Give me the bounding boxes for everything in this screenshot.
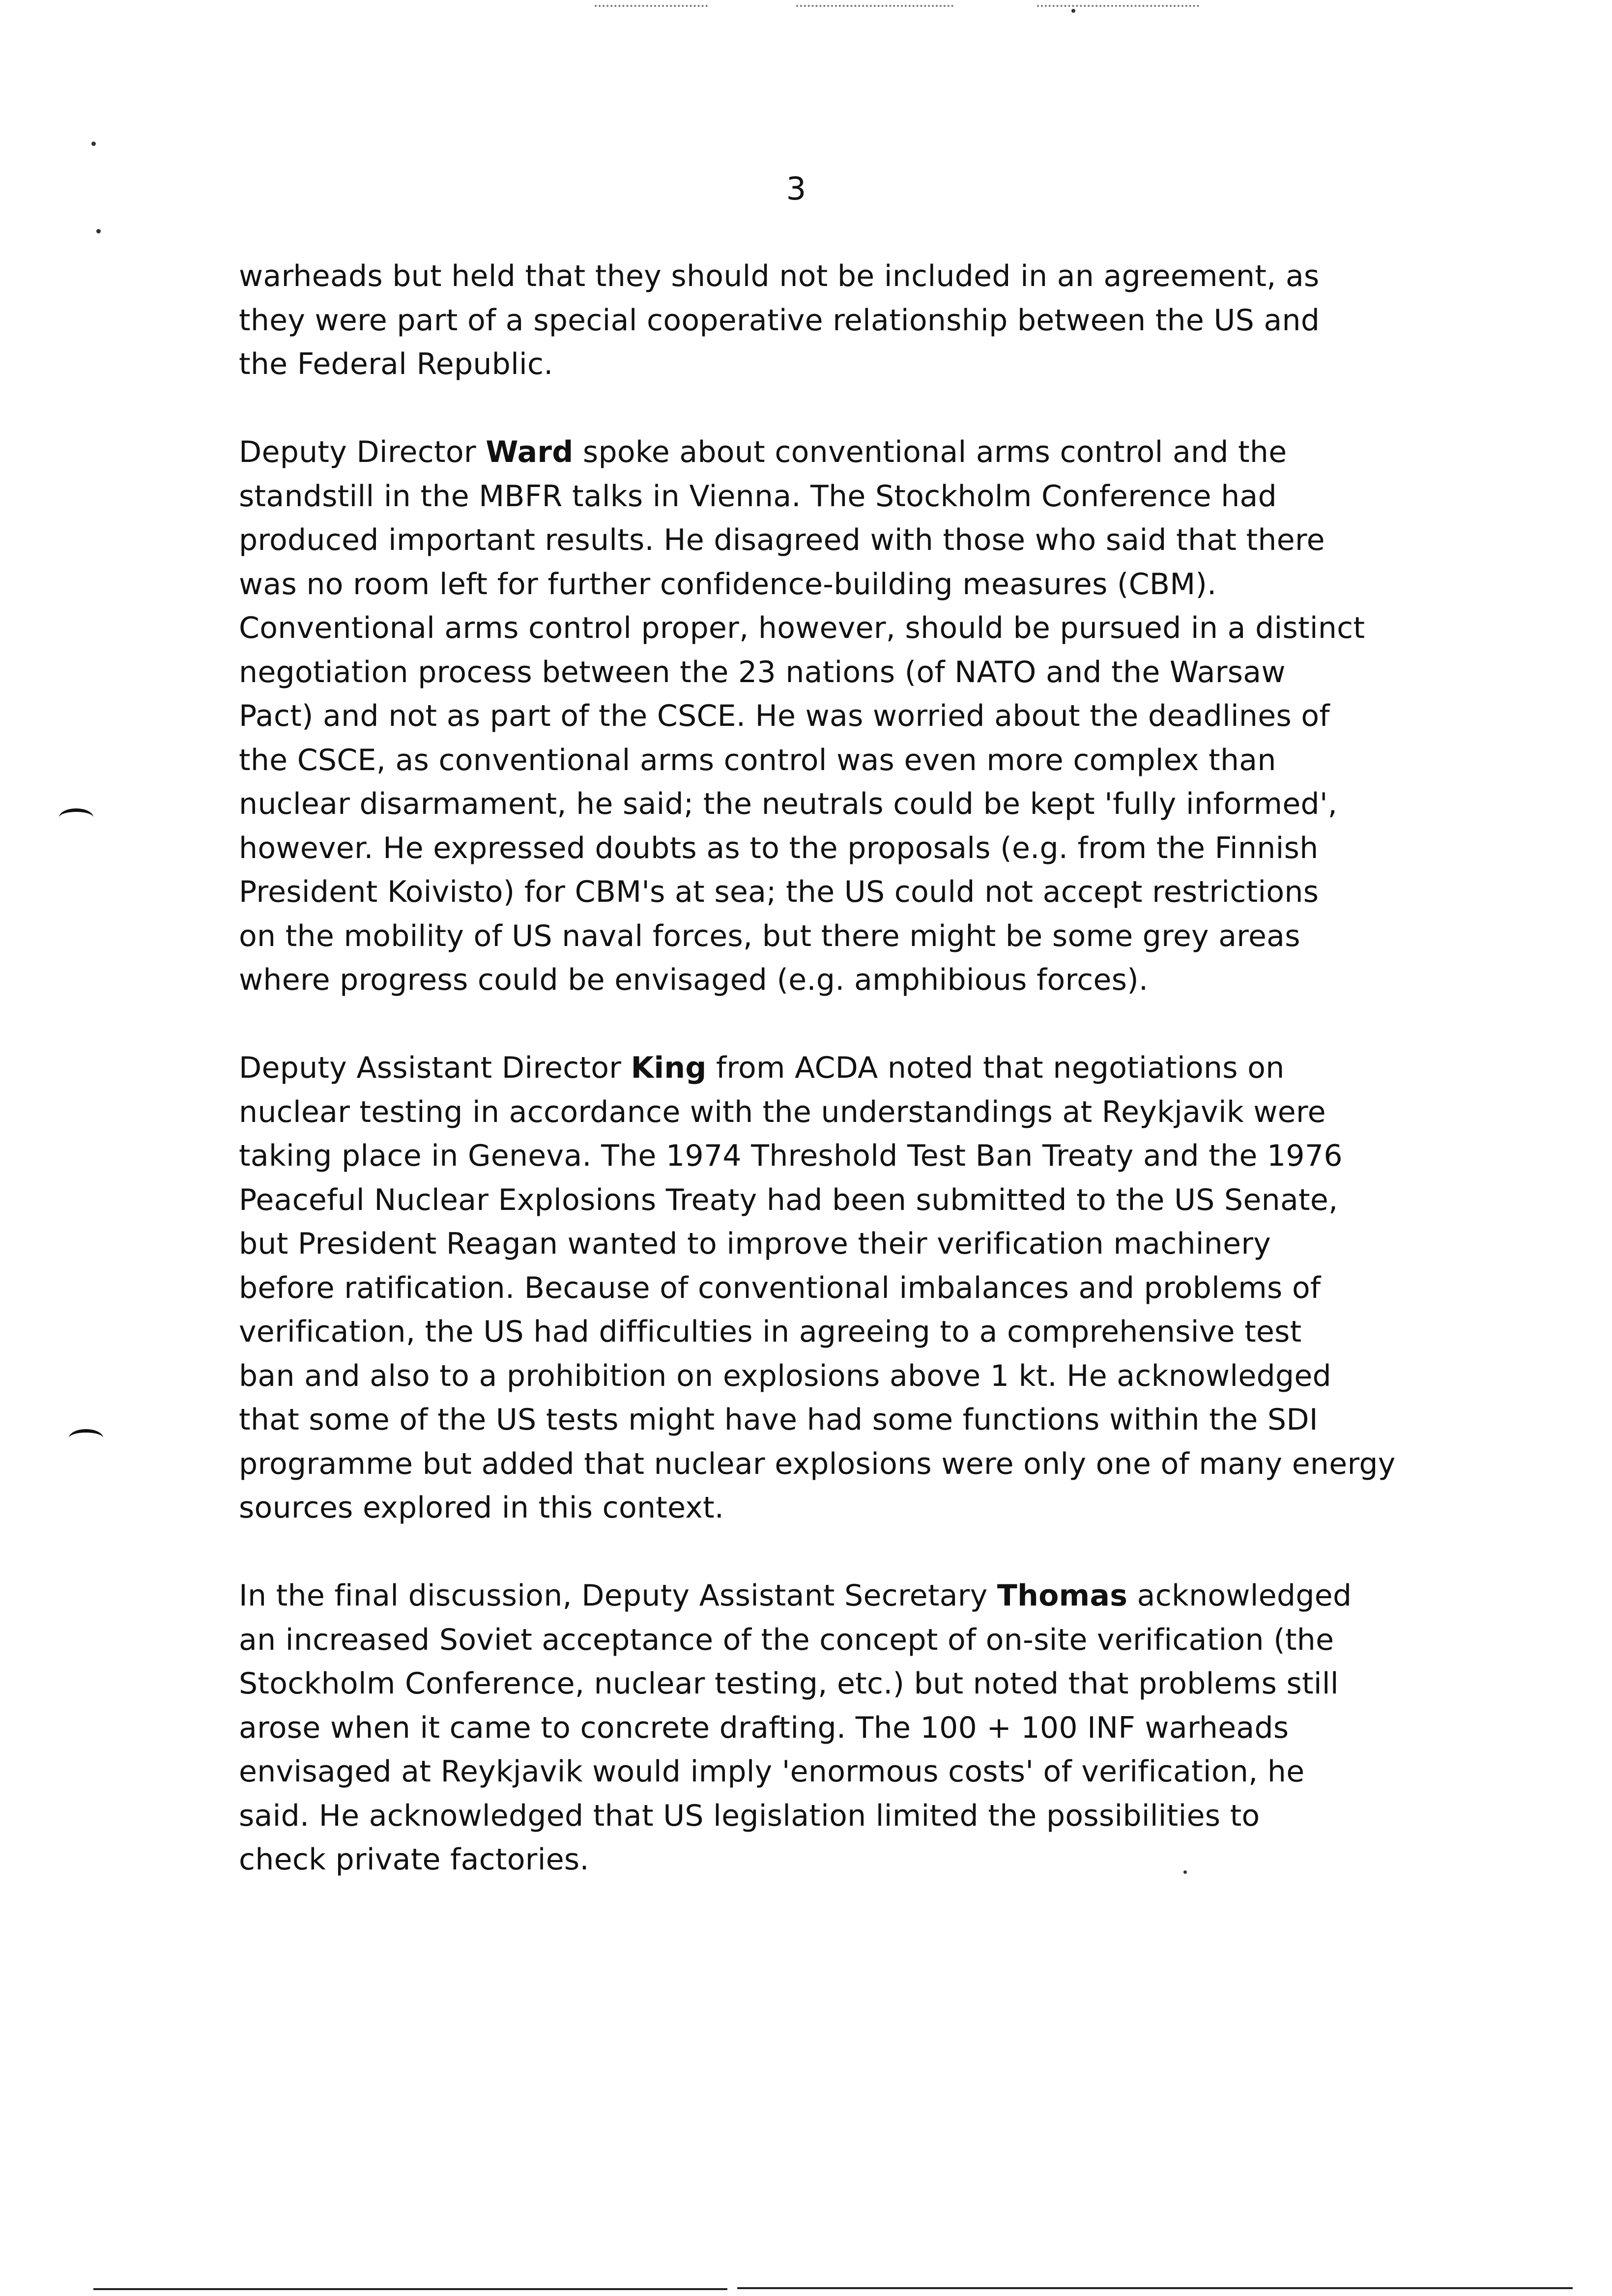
text-line: but President Reagan wanted to improve their verification machinery: [239, 1227, 1271, 1261]
bottom-rule: [93, 2288, 727, 2290]
text-run: Deputy Assistant Director: [239, 1051, 631, 1085]
scan-noise-top: [595, 5, 708, 14]
text-line: Pact) and not as part of the CSCE. He was worried about the deadlines of: [239, 699, 1330, 733]
scan-noise-top: [1037, 5, 1199, 14]
text-line: sources explored in this context.: [239, 1491, 724, 1525]
text-line: produced important results. He disagreed with those who said that there: [239, 523, 1325, 557]
margin-mark: [59, 808, 93, 827]
text-line: on the mobility of US naval forces, but there might be some grey areas: [239, 918, 1300, 953]
text-line: nuclear disarmament, he said; the neutrals could be kept 'fully informed',: [239, 787, 1338, 821]
text-line: negotiation process between the 23 nations (of NATO and the Warsaw: [239, 655, 1286, 689]
text-line: check private factories.: [239, 1842, 589, 1877]
text-run: from ACDA noted that negotiations on: [706, 1051, 1285, 1085]
text-run: In the final discussion, Deputy Assistant Secretary: [239, 1578, 997, 1613]
text-line: where progress could be envisaged (e.g. amphibious forces).: [239, 963, 1149, 997]
text-line: that some of the US tests might have had some functions within the SDI: [239, 1403, 1318, 1437]
text-line: envisaged at Reykjavik would imply 'enormous costs' of verification, he: [239, 1754, 1305, 1789]
text-line: said. He acknowledged that US legislation limited the possibilities to: [239, 1798, 1260, 1833]
text-run: Deputy Director: [239, 435, 486, 469]
paragraph: [239, 255, 1428, 387]
text-line: before ratification. Because of conventional imbalances and problems of: [239, 1270, 1321, 1305]
text-line: Peaceful Nuclear Explosions Treaty had been submitted to the US Senate,: [239, 1182, 1338, 1217]
text-line: nuclear testing in accordance with the understandings at Reykjavik were: [239, 1094, 1326, 1129]
paragraph: [239, 1574, 1428, 1882]
text-line: standstill in the MBFR talks in Vienna. The Stockholm Conference had: [239, 479, 1277, 514]
text-line: verification, the US had difficulties in agreeing to a comprehensive test: [239, 1315, 1302, 1349]
paragraph: [239, 1046, 1428, 1530]
text-line: [239, 430, 1428, 475]
text-line: the CSCE, as conventional arms control was even more complex than: [239, 743, 1276, 777]
scan-speck: [96, 229, 101, 233]
text-line: President Koivisto) for CBM's at sea; the US could not accept restrictions: [239, 875, 1319, 909]
text-line: Conventional arms control proper, however, should be pursued in a distinct: [239, 611, 1365, 645]
text-line: [239, 1574, 1428, 1618]
text-run: acknowledged: [1127, 1578, 1352, 1613]
text-line: [239, 1046, 1428, 1091]
scan-speck: [91, 142, 96, 146]
scan-noise-top: [796, 5, 953, 14]
text-line: was no room left for further confidence-building measures (CBM).: [239, 567, 1217, 602]
text-line: however. He expressed doubts as to the proposals (e.g. from the Finnish: [239, 831, 1319, 865]
text-line: the Federal Republic.: [239, 347, 553, 381]
body-text: [239, 255, 1428, 1926]
text-line: an increased Soviet acceptance of the concept of on-site verification (the: [239, 1622, 1334, 1657]
page-number: 3: [786, 171, 806, 207]
text-line: taking place in Geneva. The 1974 Threshold Test Ban Treaty and the 1976: [239, 1139, 1343, 1173]
speaker-name: Thomas: [997, 1578, 1128, 1613]
text-run: spoke about conventional arms control and the: [573, 435, 1287, 469]
text-line: they were part of a special cooperative relationship between the US and: [239, 303, 1320, 338]
text-line: programme but added that nuclear explosions were only one of many energy: [239, 1446, 1396, 1481]
scan-speck: [1071, 9, 1075, 13]
bottom-rule: [737, 2287, 1573, 2289]
speaker-name: King: [631, 1051, 707, 1085]
speaker-name: Ward: [486, 435, 574, 469]
text-line: ban and also to a prohibition on explosions above 1 kt. He acknowledged: [239, 1358, 1331, 1393]
paragraph: [239, 430, 1428, 1003]
margin-mark: [69, 1429, 103, 1447]
text-line: Stockholm Conference, nuclear testing, etc.) but noted that problems still: [239, 1666, 1339, 1701]
text-line: warheads but held that they should not be included in an agreement, as: [239, 259, 1320, 293]
text-line: arose when it came to concrete drafting. The 100 + 100 INF warheads: [239, 1710, 1289, 1745]
